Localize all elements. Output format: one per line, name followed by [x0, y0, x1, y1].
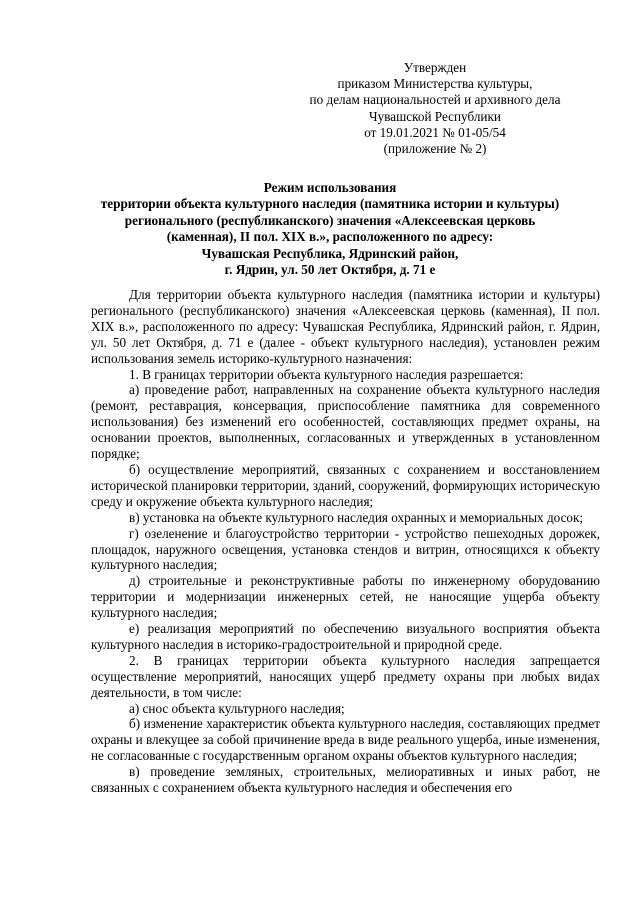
- title-line: регионального (республиканского) значения «Алексеевская церковь: [124, 212, 536, 228]
- body-paragraph: б) изменение характеристик объекта культурного наследия, составляющих предмет охраны и влекущее за собой причинение вреда в виде реального ущерба, иные изменения, не согласованные с государственным органом охраны объектов культурного наследия;: [91, 716, 600, 764]
- body-paragraph: в) проведение земляных, строительных, мелиоративных и иных работ, не связанных с сохранением объекта культурного наследия и обеспечения его: [91, 764, 600, 796]
- document-title: [60, 180, 600, 278]
- approval-block: [300, 60, 570, 157]
- approval-line: по делам национальностей и архивного дела: [309, 92, 561, 108]
- document-body: [91, 287, 600, 796]
- body-paragraph: г) озеленение и благоустройство территории - устройство пешеходных дорожек, площадок, наружного освещения, установка стендов и витрин, относящихся к объекту культурного наследия;: [91, 525, 600, 573]
- title-line: г. Ядрин, ул. 50 лет Октября, д. 71 е: [224, 262, 436, 278]
- approval-line: от 19.01.2021 № 01-05/54: [364, 124, 506, 140]
- approval-line: Утвержден: [403, 60, 467, 75]
- body-paragraph: д) строительные и реконструктивные работы по инженерному оборудованию территории и модернизации инженерных сетей, не наносящие ущерба объекту культурного наследия;: [91, 573, 600, 621]
- approval-line: приказом Министерства культуры,: [337, 76, 533, 92]
- body-paragraph: 2. В границах территории объекта культурного наследия запрещается осуществление мероприятий, наносящих ущерб предмету охраны при любых видах деятельности, в том числе:: [91, 652, 600, 700]
- body-paragraph: в) установка на объекте культурного наследия охранных и мемориальных досок;: [129, 509, 584, 525]
- approval-line: (приложение № 2): [383, 141, 487, 157]
- title-line: (каменная), II пол. XIX в.», расположенного по адресу:: [166, 229, 494, 245]
- approval-line: Чувашской Республики: [369, 108, 501, 124]
- body-paragraph: а) снос объекта культурного наследия;: [129, 700, 345, 716]
- title-line: Режим использования: [263, 180, 397, 195]
- title-line: территории объекта культурного наследия (памятника истории и культуры): [100, 196, 560, 212]
- title-line: Чувашская Республика, Ядринский район,: [201, 245, 459, 261]
- body-paragraph: Для территории объекта культурного наследия (памятника истории и культуры) регионального (республиканского) значения «Алексеевская церковь (каменная), II пол. XIX в.», расположенного по адресу: Чувашская Республика, Ядринский район, г. Ядрин, ул. 50 лет Октября, д. 71 е (далее - объект культурного наследия), установлен режим использования земель историко-культурного назначения:: [91, 287, 600, 366]
- body-paragraph: а) проведение работ, направленных на сохранение объекта культурного наследия (ремонт, реставрация, консервация, приспособление памятника для современного использования) без изменений его особенностей, составляющих предмет охраны, на основании проектов, выполненных, согласованных и утвержденных в установленном порядке;: [91, 382, 600, 462]
- body-paragraph: 1. В границах территории объекта культурного наследия разрешается:: [129, 366, 524, 382]
- body-paragraph: б) осуществление мероприятий, связанных с сохранением и восстановлением исторической планировки территории, зданий, сооружений, формирующих историческую среду и окружение объекта культурного наследия;: [91, 461, 600, 509]
- body-paragraph: е) реализация мероприятий по обеспечению визуального восприятия объекта культурного наследия в историко-градостроительной и природной среде.: [91, 621, 600, 652]
